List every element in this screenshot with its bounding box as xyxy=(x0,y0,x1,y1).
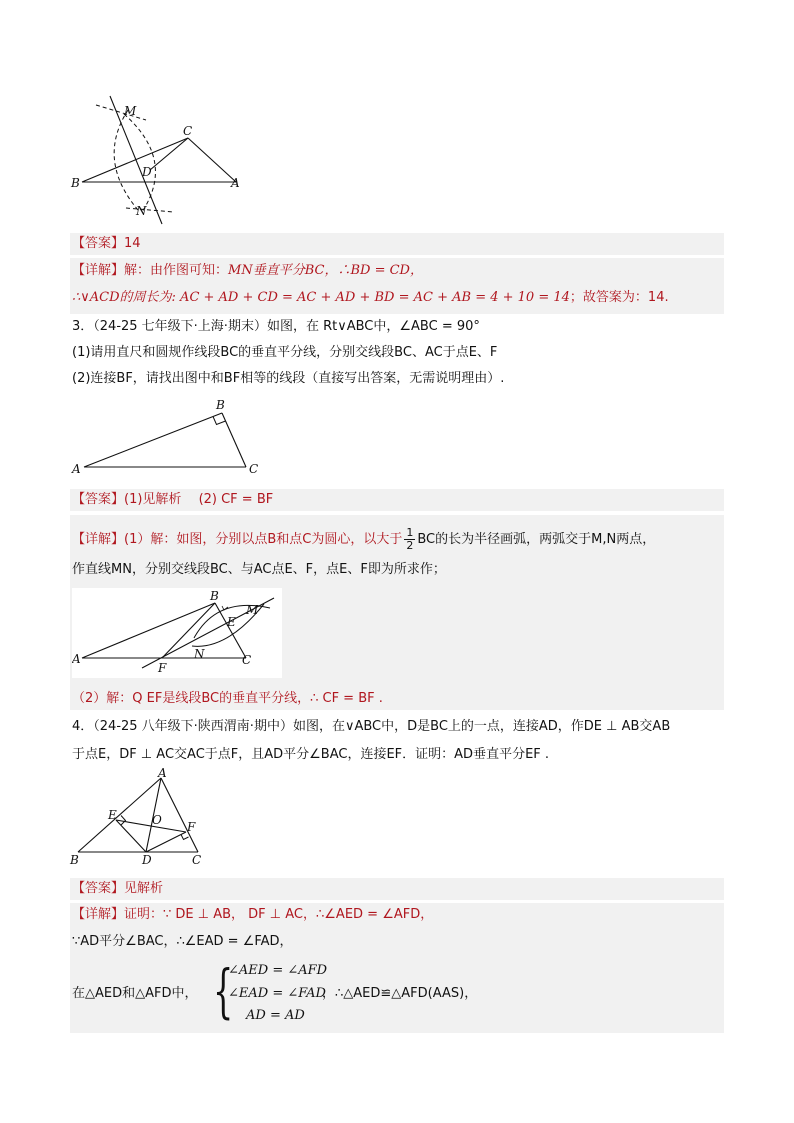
system-eq-2: ∠EAD = ∠FAD xyxy=(228,986,326,1001)
answer-shade xyxy=(70,878,724,900)
fig4-label: D xyxy=(142,853,152,867)
fig4-label: B xyxy=(70,853,79,867)
fig4-label: O xyxy=(152,813,162,827)
fig1-label: C xyxy=(183,124,193,138)
fig3-label: B xyxy=(210,589,219,603)
item2-detail-line1: 【详解】解：由作图可知：MN垂直平分BC，∴BD = CD， xyxy=(72,263,423,278)
item4-answer-line: 【答案】见解析 xyxy=(72,881,164,896)
item4-proof-line1: 【详解】证明：∵ DE ⊥ AB， DF ⊥ AC，∴∠AED = ∠AFD， xyxy=(72,907,434,922)
item3-detail-line1: 【详解】(1）解：如图，分别以点B和点C为圆心，以大于 $\frac{1}{2}$ BC的长为半径画弧，两弧交于M,N两点， xyxy=(72,526,656,552)
item4-proof-line2: ∵AD平分∠BAC，∴∠EAD = ∠FAD， xyxy=(72,934,293,949)
answer-shade xyxy=(70,233,724,255)
item4-question-line1: 4．（24-25 八年级下·陕西渭南·期中）如图，在∨ABC中，D是BC上的一点，连接AD，作DE ⊥ AB交AB xyxy=(72,719,671,734)
fig4-label: E xyxy=(108,808,117,822)
fig3-label: F xyxy=(158,661,167,675)
figure-4-angle-bisector xyxy=(66,768,216,873)
fig4-label: F xyxy=(187,820,196,834)
fig1-label: D xyxy=(142,165,152,179)
fig1-label: M xyxy=(124,104,137,118)
fig3-label: A xyxy=(72,652,81,666)
item3-subquestion-1: (1)请用直尺和圆规作线段BC的垂直平分线，分别交线段BC、AC于点E、F xyxy=(72,345,498,360)
item4-question-line2: 于点E，DF ⊥ AC交AC于点F，且AD平分∠BAC，连接EF．证明：AD垂直平分EF . xyxy=(72,747,550,762)
system-brace: { xyxy=(213,957,234,1025)
fraction-one-half: $\frac{1}{2}$ xyxy=(406,526,414,552)
system-eq-1: ∠AED = ∠AFD xyxy=(228,963,328,978)
fig4-label: A xyxy=(158,768,167,780)
item2-detail-line2: ∴∨ACD的周长为: AC + AD + CD = AC + AD + BD = AC + AB = 4 + 10 = 14；故答案为：14. xyxy=(72,290,669,305)
fig3-label: C xyxy=(242,653,252,667)
item3-detail-line3: （2）解：Q EF是线段BC的垂直平分线，∴ CF = BF . xyxy=(72,691,383,706)
fig3-label: E xyxy=(227,615,236,629)
system-eq-3: AD = AD xyxy=(246,1008,305,1023)
item3-subquestion-2: (2)连接BF，请找出图中和BF相等的线段（直接写出答案，无需说明理由）. xyxy=(72,371,505,386)
fig1-label: N xyxy=(136,204,147,218)
fig1-label: B xyxy=(71,176,80,190)
figure-1-perpendicular-bisector xyxy=(66,90,256,230)
item4-proof-line3-suffix: ，∴△AED≌△AFD(AAS)， xyxy=(322,986,478,1001)
fig1-label: A xyxy=(231,176,240,190)
fig3-label: N xyxy=(194,647,205,661)
item3-answer-line: 【答案】(1)见解析 (2) CF = BF xyxy=(72,492,274,507)
fig3-label: M xyxy=(246,603,259,617)
fig2-label: C xyxy=(249,462,259,476)
fig2-label: A xyxy=(72,462,81,476)
item2-answer-line: 【答案】14 xyxy=(72,236,141,251)
figure-2-right-triangle xyxy=(66,395,276,480)
item3-detail-line2: 作直线MN，分别交线段BC、与AC点E、F，点E、F即为所求作； xyxy=(72,562,446,577)
fig4-label: C xyxy=(192,853,202,867)
figure-3-construction xyxy=(72,588,282,678)
item3-question: 3．（24-25 七年级下·上海·期末）如图，在 Rt∨ABC中，∠ABC = 90° xyxy=(72,319,480,334)
item4-proof-line3-prefix: 在△AED和△AFD中， xyxy=(72,986,198,1001)
fig2-label: B xyxy=(216,398,225,412)
